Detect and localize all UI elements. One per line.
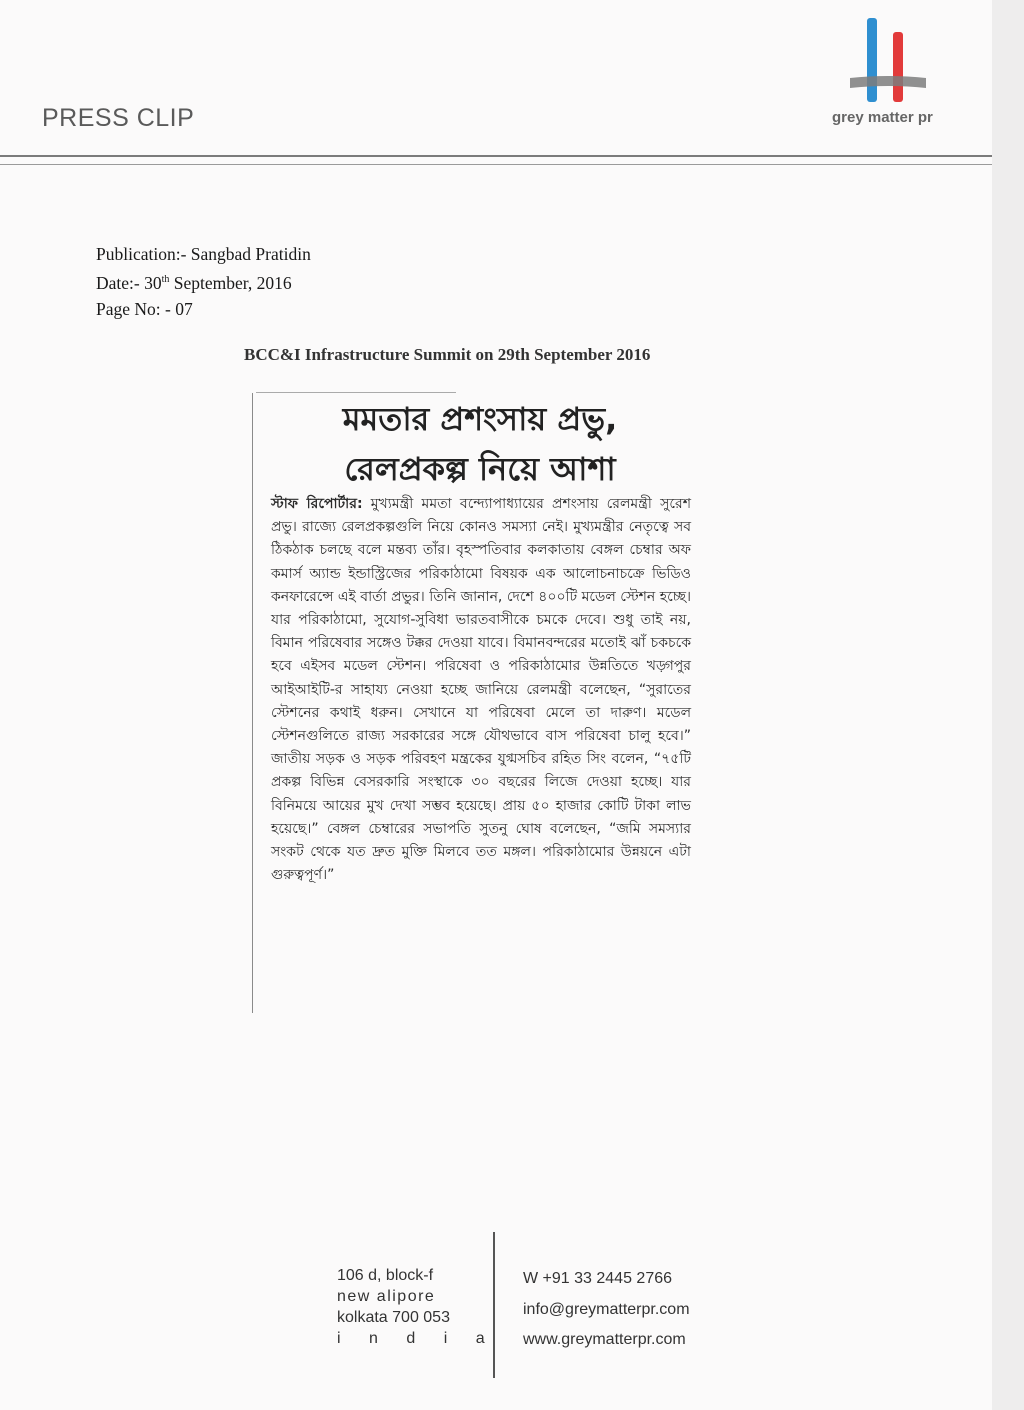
header-rule bbox=[0, 155, 992, 157]
publication-line: Publication:- Sangbad Pratidin bbox=[96, 244, 311, 264]
headline-line-1: মমতার প্রশংসায় প্রভু, bbox=[342, 400, 618, 438]
footer-address bbox=[337, 1265, 497, 1349]
scan-edge bbox=[992, 0, 1024, 1410]
footer-contact bbox=[523, 1264, 690, 1356]
clip-border-left bbox=[252, 393, 253, 1013]
article-body bbox=[271, 493, 691, 887]
clip-border-top bbox=[256, 392, 456, 393]
address-line-4: i n d i a bbox=[337, 1330, 497, 1347]
article-headline bbox=[270, 394, 690, 494]
header-rule-thin bbox=[0, 164, 992, 165]
address-line-3: kolkata 700 053 bbox=[337, 1309, 450, 1326]
address-line-2: new alipore bbox=[337, 1288, 436, 1305]
brand-name: grey matter pr bbox=[832, 109, 933, 126]
phone-number: W +91 33 2445 2766 bbox=[523, 1270, 673, 1287]
article-text: মুখ্যমন্ত্রী মমতা বন্দ্যোপাধ্যায়ের প্রশংসায় রেলমন্ত্রী সুরেশ প্রভু। রাজ্যে রেলপ্রকল্পগুলি নিয়ে কোনও সমস্যা নেই। মুখ্যমন্ত্রীর নেতৃত্বে সব ঠিকঠাক চলছে বলে মন্তব্য তাঁর। বৃহস্পতিবার কলকাতায় বেঙ্গল চেম্বার অফ কমার্স অ্যান্ড ইন্ডাস্ট্রিজের পরিকাঠামো বিষয়ক এক আলোচনাচক্রে ভিডিও কনফারেন্সে এই বার্তা প্রভুর। তিনি জানান, দেশে ৪০০টি মডেল স্টেশন হচ্ছে। যার পরিকাঠামো, সুযোগ-সুবিধা ভারতবাসীকে চমকে দেবে। শুধু তাই নয়, বিমান পরিষেবার সঙ্গেও টক্কর দেওয়া যাবে। বিমানবন্দরের মতোই ঝাঁ চকচকে হবে এইসব মডেল স্টেশন। পরিষেবা ও পরিকাঠামোর উন্নতিতে খড়্গপুর আইআইটি-র সাহায্য নেওয়া হচ্ছে জানিয়ে রেলমন্ত্রী বলেছেন, “সুরাতের স্টেশনের কথাই ধরুন। সেখানে যা পরিষেবা মেলে তা দারুণ। মডেল স্টেশনগুলিতে রাজ্য সরকারের সঙ্গে যৌথভাবে বাস পরিষেবা চালু হবে।” জাতীয় সড়ক ও সড়ক পরিবহণ মন্ত্রকের যুগ্মসচিব রহিত সিং বলেন, “৭৫টি প্রকল্প বিভিন্ন বেসরকারি সংস্থাকে ৩০ বছরের লিজে দেওয়া হচ্ছে। যার বিনিময়ে আয়ের মুখ দেখা সম্ভব হয়েছে। প্রায় ৫০ হাজার কোটি টাকা লাভ হয়েছে।” বেঙ্গল চেম্বারের সভাপতি সুতনু ঘোষ বলেছেন, “জমি সমস্যার সংকট থেকে যত দ্রুত মুক্তি মিলবে তত মঙ্গল। পরিকাঠামোর উন্নয়নে এটা গুরুত্বপূর্ণ।” bbox=[271, 496, 691, 884]
website-url: www.greymatterpr.com bbox=[523, 1331, 686, 1348]
address-line-1: 106 d, block-f bbox=[337, 1267, 434, 1284]
email-address: info@greymatterpr.com bbox=[523, 1300, 690, 1318]
event-title: BCC&I Infrastructure Summit on 29th September 2016 bbox=[244, 345, 651, 364]
article-byline: স্টাফ রিপোর্টার: bbox=[271, 496, 363, 512]
grey-matter-logo-icon bbox=[848, 14, 928, 106]
headline-line-2: রেলপ্রকল্প নিয়ে আশা bbox=[344, 450, 616, 488]
press-clip-title: PRESS CLIP bbox=[42, 104, 195, 132]
publication-meta bbox=[96, 241, 311, 322]
date-line: Date:- 30th September, 2016 bbox=[96, 272, 292, 293]
page-number-line: Page No: - 07 bbox=[96, 298, 193, 319]
